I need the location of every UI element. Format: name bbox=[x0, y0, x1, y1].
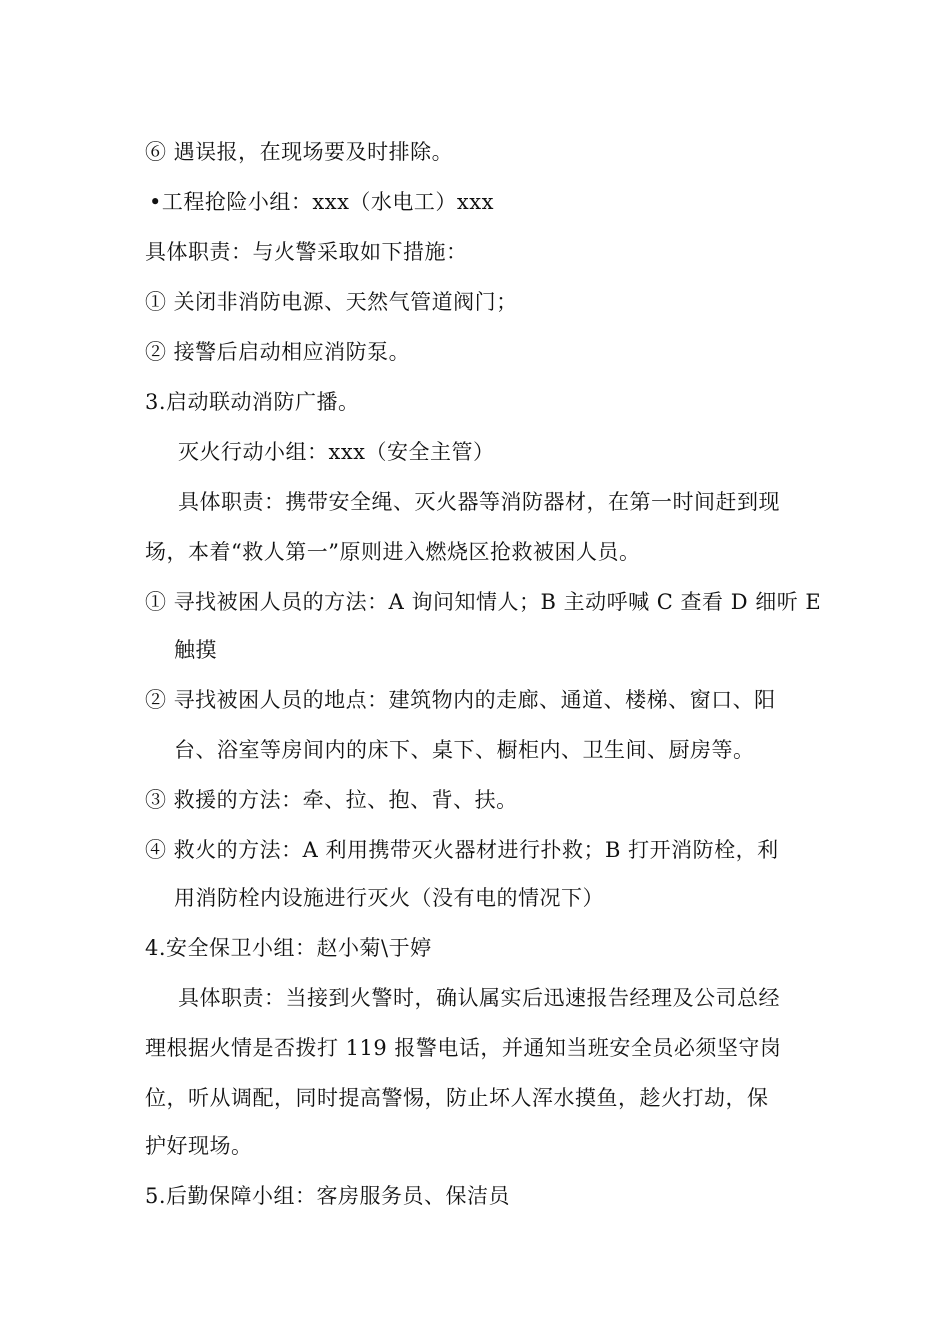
text-line: •工程抢险小组：xxx（水电工）xxx bbox=[149, 190, 494, 214]
text-line: 3.启动联动消防广播。 bbox=[145, 390, 360, 414]
text-line: 触摸 bbox=[174, 638, 217, 662]
text-line: 具体职责：与火警采取如下措施： bbox=[145, 240, 468, 264]
text-line: 4.安全保卫小组：赵小菊\于婷 bbox=[145, 936, 432, 960]
text-line: ② 接警后启动相应消防泵。 bbox=[145, 340, 411, 364]
text-line: 5.后勤保障小组：客房服务员、保洁员 bbox=[145, 1184, 511, 1208]
text-line: 理根据火情是否拨打 119 报警电话，并通知当班安全员必须坚守岗 bbox=[145, 1036, 782, 1060]
text-line: ③ 救援的方法：牵、拉、抱、背、扶。 bbox=[145, 788, 518, 812]
text-line: 具体职责：携带安全绳、灭火器等消防器材，在第一时间赶到现 bbox=[178, 490, 780, 514]
text-line: 灭火行动小组：xxx（安全主管） bbox=[178, 440, 495, 464]
text-line: 场，本着“救人第一”原则进入燃烧区抢救被困人员。 bbox=[145, 540, 641, 564]
text-line: 用消防栓内设施进行灭火（没有电的情况下） bbox=[174, 886, 604, 910]
text-line: 位，听从调配，同时提高警惕，防止坏人浑水摸鱼，趁火打劫，保 bbox=[145, 1086, 769, 1110]
text-line: ① 关闭非消防电源、天然气管道阀门； bbox=[145, 290, 518, 314]
text-line: 台、浴室等房间内的床下、桌下、橱柜内、卫生间、厨房等。 bbox=[174, 738, 755, 762]
text-line: 具体职责：当接到火警时，确认属实后迅速报告经理及公司总经 bbox=[178, 986, 780, 1010]
text-line: ① 寻找被困人员的方法：A 询问知情人；B 主动呼喊 C 查看 D 细听 E bbox=[145, 590, 822, 614]
text-line: ④ 救火的方法：A 利用携带灭火器材进行扑救；B 打开消防栓，利 bbox=[145, 838, 779, 862]
text-line: 护好现场。 bbox=[145, 1134, 253, 1158]
text-line: ⑥ 遇误报，在现场要及时排除。 bbox=[145, 140, 454, 164]
text-line: ② 寻找被困人员的地点：建筑物内的走廊、通道、楼梯、窗口、阳 bbox=[145, 688, 776, 712]
